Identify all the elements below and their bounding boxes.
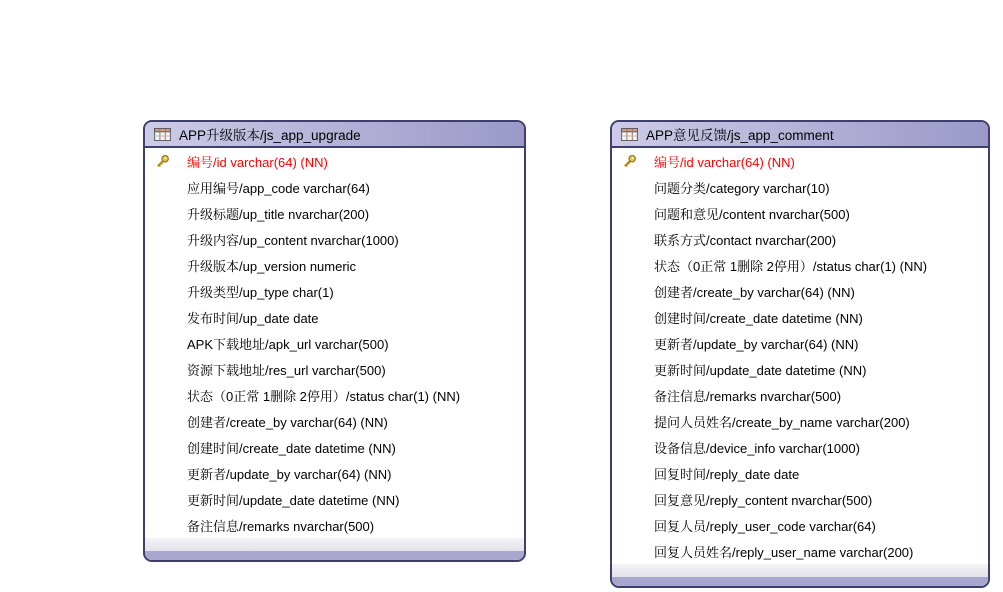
column-definition: 升级标题/up_title nvarchar(200) [187,206,370,222]
column-row[interactable] [145,408,524,434]
column-row[interactable] [612,486,988,512]
table-title: APP意见反馈/js_app_comment [646,128,834,143]
column-definition: 更新者/update_by varchar(64) (NN) [654,336,859,352]
column-row[interactable] [612,382,988,408]
column-row[interactable] [145,148,524,174]
column-row[interactable] [612,434,988,460]
column-definition: 回复意见/reply_content nvarchar(500) [654,492,873,508]
table-js_app_upgrade[interactable] [143,120,526,562]
column-definition: 升级类型/up_type char(1) [187,284,334,300]
table-header[interactable] [145,122,524,148]
column-definition: 编号/id varchar(64) (NN) [187,154,328,170]
column-row[interactable] [612,174,988,200]
column-definition: 升级内容/up_content nvarchar(1000) [187,232,399,248]
column-row[interactable] [145,486,524,512]
table-header[interactable] [612,122,988,148]
table-columns-compartment [612,148,988,564]
table-js_app_comment[interactable] [610,120,990,588]
column-definition: 应用编号/app_code varchar(64) [187,180,370,196]
column-row[interactable] [145,356,524,382]
column-row[interactable] [145,330,524,356]
column-row[interactable] [612,252,988,278]
column-row[interactable] [145,304,524,330]
column-definition: 资源下载地址/res_url varchar(500) [187,362,386,378]
key-icon [145,154,187,169]
column-definition: 创建时间/create_date datetime (NN) [654,310,863,326]
column-row[interactable] [145,174,524,200]
table-footer-bar [145,551,524,560]
column-definition: 创建者/create_by varchar(64) (NN) [187,414,388,430]
table-footer-bar [612,577,988,586]
column-definition: 备注信息/remarks nvarchar(500) [187,518,375,534]
column-row[interactable] [612,512,988,538]
column-definition: 设备信息/device_info varchar(1000) [654,440,860,456]
column-row[interactable] [145,512,524,538]
column-definition: 回复时间/reply_date date [654,466,800,482]
column-definition: 状态（0正常 1删除 2停用）/status char(1) (NN) [187,388,461,404]
key-icon [612,154,654,169]
column-definition: 状态（0正常 1删除 2停用）/status char(1) (NN) [654,258,928,274]
column-definition: 创建时间/create_date datetime (NN) [187,440,396,456]
table-grid-icon [621,128,638,141]
table-empty-compartment [145,538,524,551]
column-definition: 问题和意见/content nvarchar(500) [654,206,850,222]
column-definition: 创建者/create_by varchar(64) (NN) [654,284,855,300]
column-row[interactable] [612,356,988,382]
table-empty-compartment [612,564,988,577]
column-row[interactable] [612,330,988,356]
column-definition: 回复人员姓名/reply_user_name varchar(200) [654,544,914,560]
column-definition: 联系方式/contact nvarchar(200) [654,232,837,248]
column-row[interactable] [145,226,524,252]
column-row[interactable] [612,408,988,434]
column-definition: 更新者/update_by varchar(64) (NN) [187,466,392,482]
column-definition: 问题分类/category varchar(10) [654,180,830,196]
column-row[interactable] [145,382,524,408]
column-row[interactable] [612,304,988,330]
column-definition: 升级版本/up_version numeric [187,258,357,274]
column-row[interactable] [612,226,988,252]
column-row[interactable] [145,278,524,304]
column-row[interactable] [612,460,988,486]
column-row[interactable] [145,200,524,226]
column-definition: APK下载地址/apk_url varchar(500) [187,336,389,352]
column-definition: 更新时间/update_date datetime (NN) [187,492,400,508]
table-columns-compartment [145,148,524,538]
column-definition: 回复人员/reply_user_code varchar(64) [654,518,876,534]
column-row[interactable] [612,200,988,226]
column-row[interactable] [145,460,524,486]
column-definition: 备注信息/remarks nvarchar(500) [654,388,842,404]
column-row[interactable] [612,148,988,174]
column-row[interactable] [612,278,988,304]
column-row[interactable] [145,252,524,278]
column-row[interactable] [145,434,524,460]
column-definition: 更新时间/update_date datetime (NN) [654,362,867,378]
table-grid-icon [154,128,171,141]
column-row[interactable] [612,538,988,564]
table-title: APP升级版本/js_app_upgrade [179,128,361,143]
column-definition: 编号/id varchar(64) (NN) [654,154,795,170]
column-definition: 提问人员姓名/create_by_name varchar(200) [654,414,910,430]
column-definition: 发布时间/up_date date [187,310,319,326]
